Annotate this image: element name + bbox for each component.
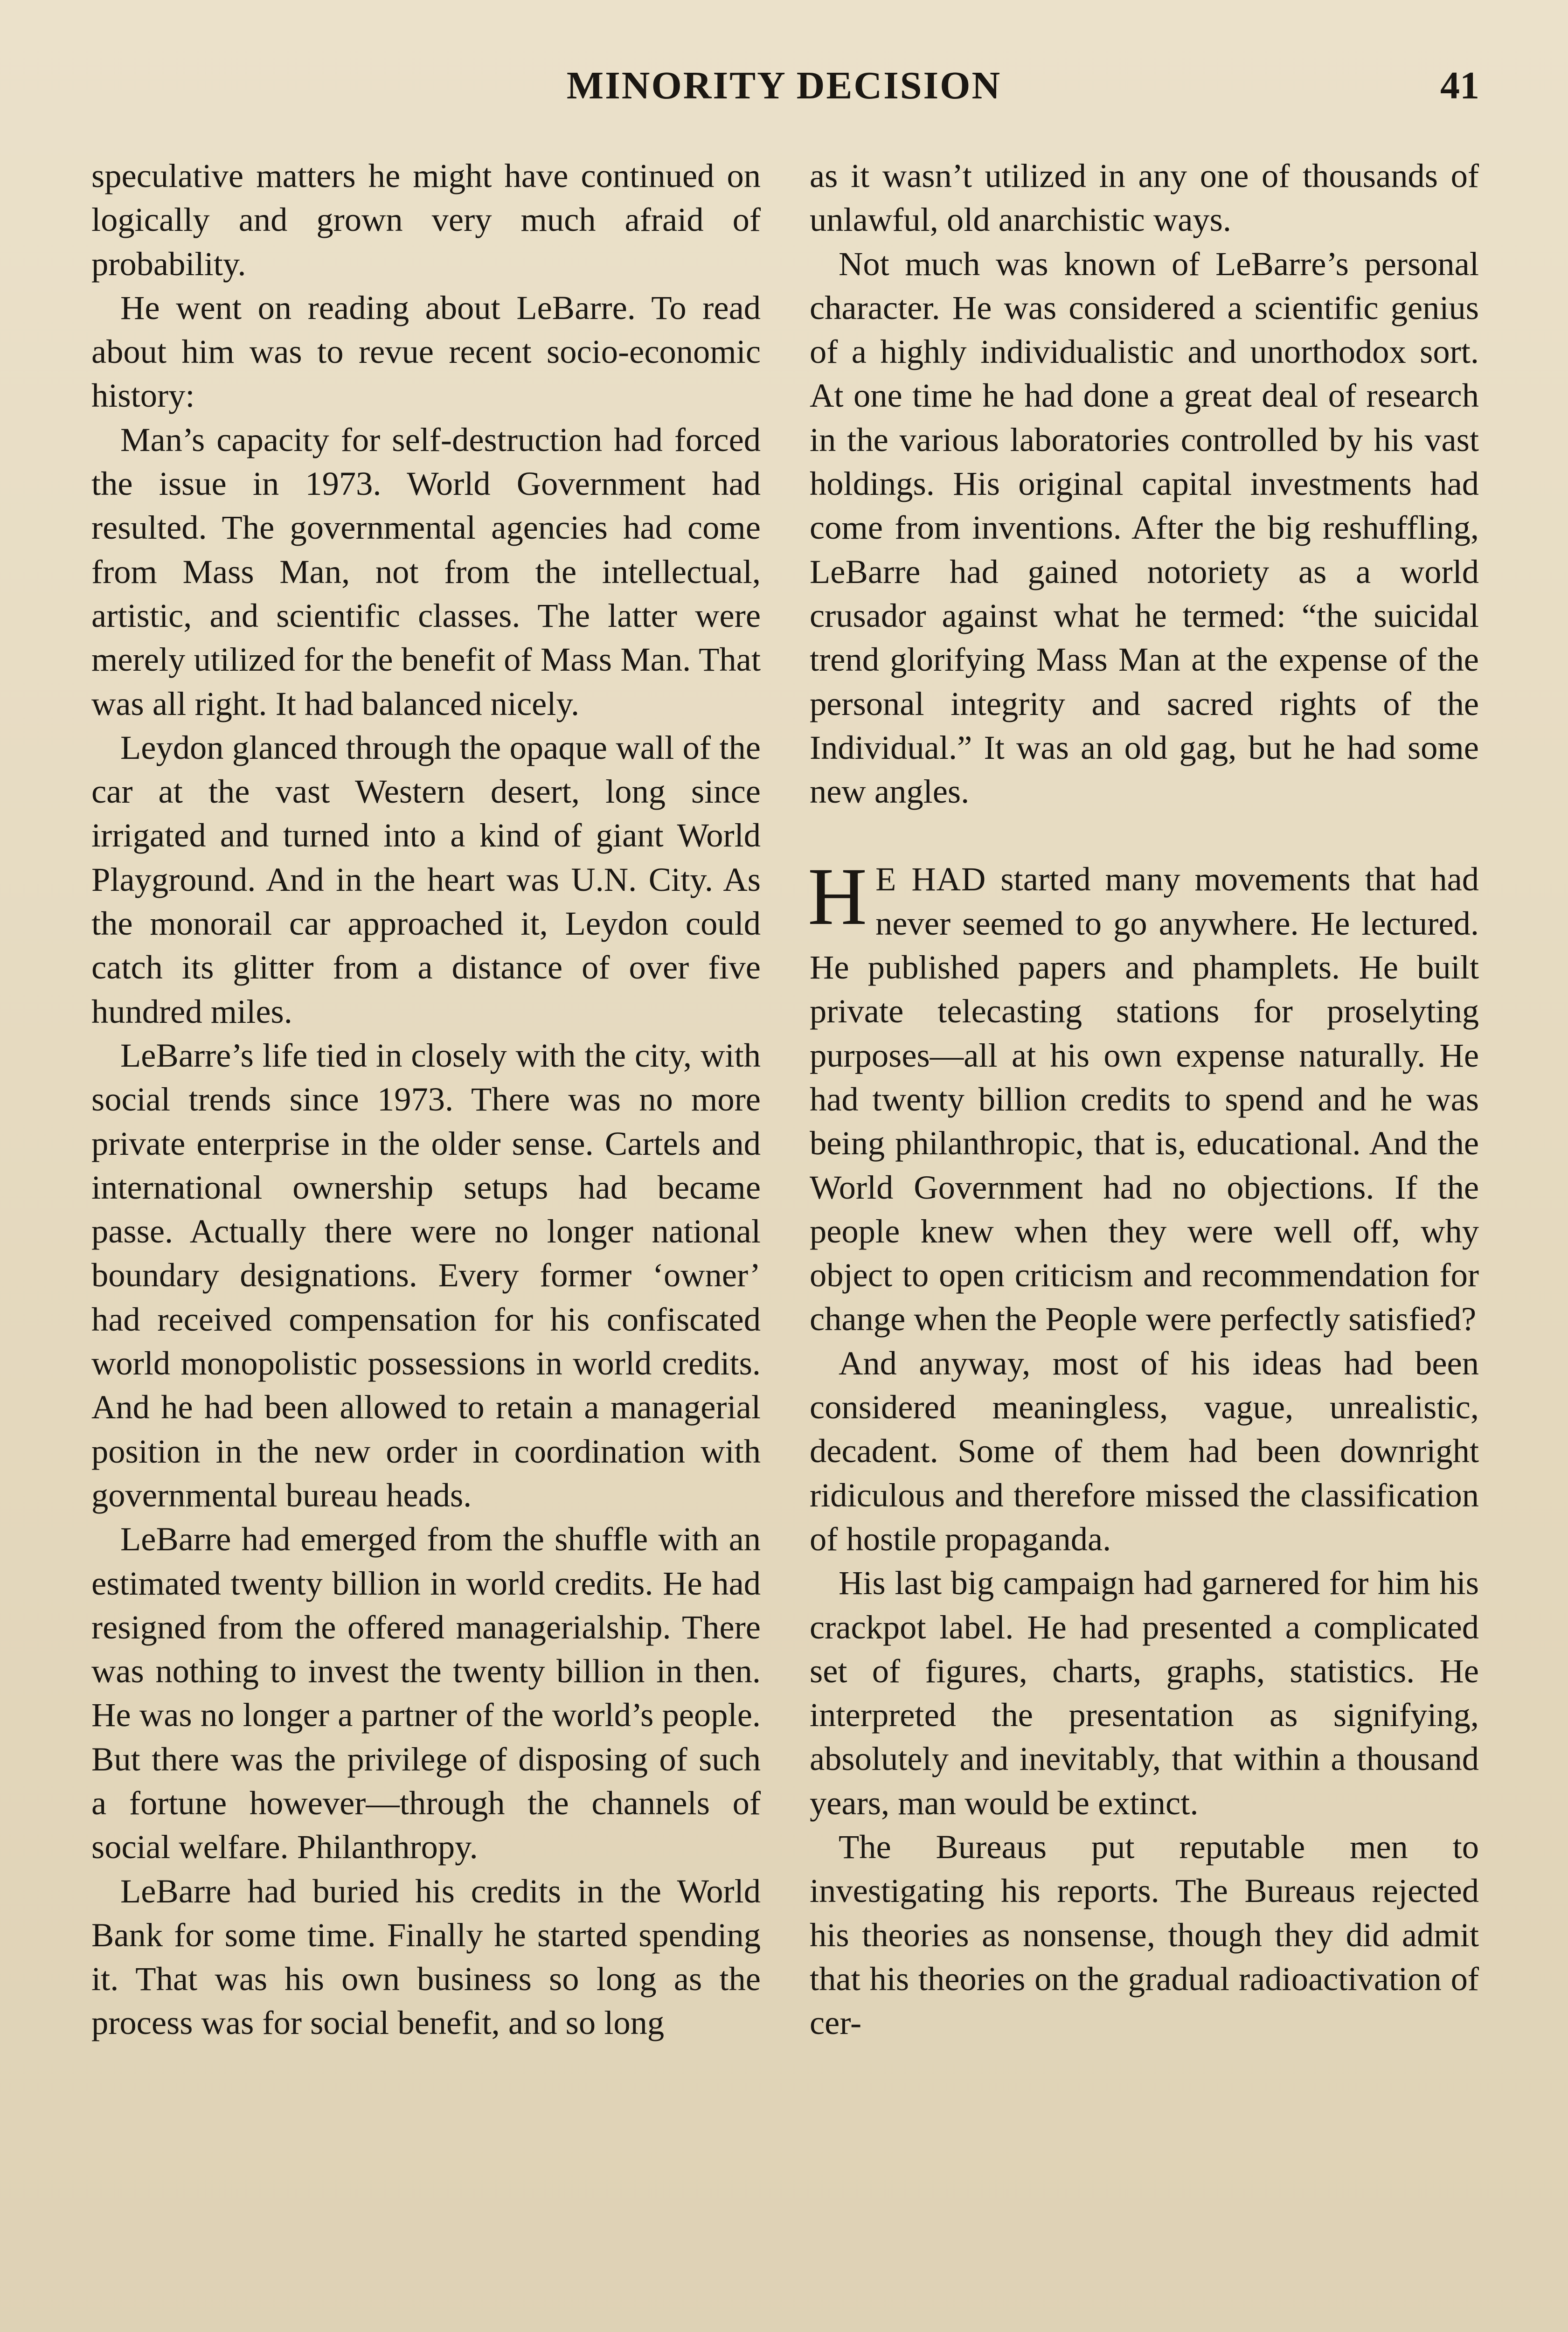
- paragraph: Leydon glanced through the opaque wall of the car at the vast Western desert, long since irrigated and turned into a kind of giant World Playground. And in the heart was U.N. City. As the monorail car approached it, Leydon could catch its glitter from a distance of over five hundred miles.: [91, 728, 761, 1030]
- paragraph-lead-in: E HAD: [875, 860, 986, 898]
- paragraph: LeBarre had emerged from the shuffle with an estimated twenty billion in world credits. He had resigned from the offered managerialship. There was nothing to invest the twenty billion in then. He was no longer a partner of the world’s people. But there was the privilege of disposing of such a fortune however—through the channels of social welfare. Philanthropy.: [91, 1520, 761, 1866]
- paragraph: LeBarre’s life tied in closely with the city, with social trends since 1973. There was no more private enterprise in the older sense. Cartels and international ownership setups had became passe. Actually there were no longer national boundary designations. Every former ‘owner’ had received compensation for his confiscated world monopolistic possessions in world credits. And he had been allowed to retain a managerial position in the new order in coordination with governmental bureau heads.: [91, 1036, 761, 1514]
- section-break: [810, 813, 1479, 857]
- running-title: MINORITY DECISION: [566, 64, 1002, 107]
- paragraph: [808, 851, 1479, 1341]
- paragraph: His last big campaign had garnered for him his crackpot label. He had presented a complicated set of figures, charts, graphs, statistics. He interpreted the presentation as signifying, absolutely and inevitably, that within a thousand years, man would be extinct.: [810, 1564, 1479, 1822]
- paragraph: Not much was known of LeBarre’s personal character. He was considered a scientific genius of a highly individualistic and unorthodox sort. At one time he had done a great deal of research in the various laboratories controlled by his vast holdings. His original capital investments had come from inventions. After the big reshuffling, LeBarre had gained notoriety as a world crusador against what he termed: “the suicidal trend glorifying Mass Man at the expense of the personal integrity and sacred rights of the Individual.” It was an old gag, but he had some new angles.: [810, 244, 1479, 811]
- paragraph: as it wasn’t utilized in any one of thousands of unlawful, old anarchistic ways.: [810, 157, 1479, 239]
- paragraph: The Bureaus put reputable men to investigating his reports. The Bureaus rejected his theories as nonsense, though they did admit that his theories on the gradual radioactivation of cer-: [810, 1827, 1479, 2042]
- paragraph: Man’s capacity for self-destruction had forced the issue in 1973. World Government had resulted. The governmental agencies had come from Mass Man, not from the intellectual, artistic, and scientific classes. The latter were merely utilized for the benefit of Mass Man. That was all right. It had balanced nicely.: [91, 420, 761, 722]
- paragraph: LeBarre had buried his credits in the World Bank for some time. Finally he started spending it. That was his own business so long as the process was for social benefit, and so long: [91, 1872, 761, 2042]
- drop-cap: H: [808, 851, 867, 943]
- paragraph: And anyway, most of his ideas had been considered meaningless, vague, unrealistic, decadent. Some of them had been downright ridiculous and therefore missed the classification of hostile propaganda.: [810, 1344, 1479, 1558]
- paragraph: He went on reading about LeBarre. To read about him was to revue recent socio-economic history:: [91, 288, 761, 415]
- right-column: [810, 154, 1479, 2045]
- running-header: [89, 54, 1479, 124]
- left-column: [91, 154, 761, 2045]
- paragraph: speculative matters he might have continued on logically and grown very much afraid of probability.: [91, 157, 761, 283]
- paragraph-text: started many movements that had never seemed to go anywhere. He lectured. He published papers and phamplets. He built private telecasting stations for proselyting purposes—all at his own expense naturally. He had twenty billion credits to spend and he was being philanthropic, that is, educational. And the World Government had no objections. If the people knew when they were well off, why object to open criticism and recommendation for change when the People were perfectly satisfied?: [810, 860, 1479, 1338]
- page-number: 41: [1440, 64, 1479, 107]
